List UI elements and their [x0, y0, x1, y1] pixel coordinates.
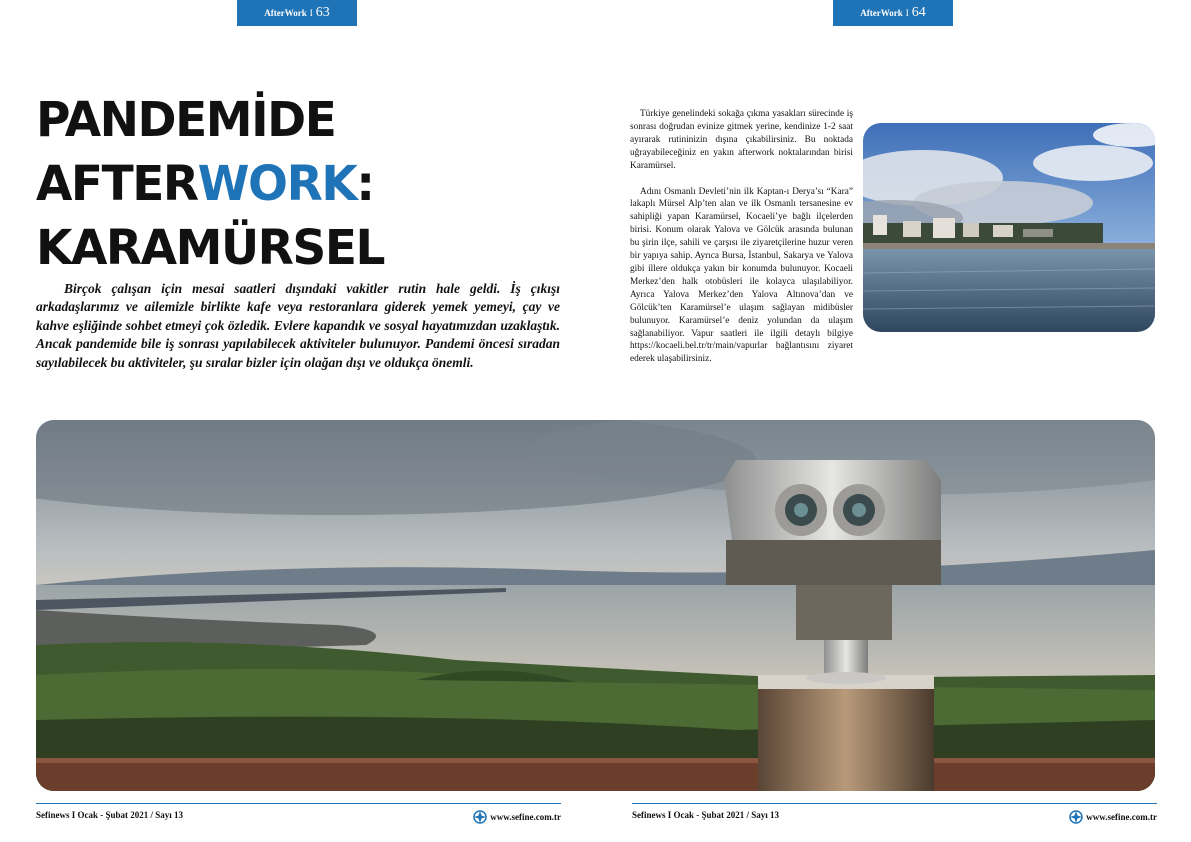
- body-paragraph: Adını Osmanlı Devleti’nin ilk Kaptan-ı Derya’sı “Kara” lakaplı Mürsel Alp’ten alan ve ilk Osmanlı tersanesine ev sahipliği yapan Karamürsel, Kocaeli’ye bağlı ilçelerden birisi. Konum olarak Yalova ve Gölcük arasında bulunan bu şirin ilçe, sahili ve çarşısı ile ziyaretçilerine huzur veren bir yapıya sahip. Ayrıca Bursa, İstanbul, Sakarya ve Yalova gibi illere oldukça yakın bir konumda bulunuyor. Kocaeli Merkez’den halk otobüsleri ile kolayca ulaşılabiliyor. Ayrıca Yalova Merkez’den Yalova Altınova’dan ve Gölcük’ten Karamürsel’e ulaşım sağlayan midibüsler bulunuyor. Karamürsel’e deniz yolundan da ulaşım sağlanabiliyor. Vapur saatleri ile ilgili detaylı bilgiye https://kocaeli.bel.tr/tr/main/vapurlar bağlantısını ziyaret ederek ulaşabilirsiniz.: [630, 186, 853, 365]
- title-highlight: WORK: [197, 156, 357, 212]
- footer-separator: I: [667, 810, 672, 820]
- footer-website-block: [473, 810, 561, 824]
- footer-website-block: [1069, 810, 1157, 824]
- footer-website[interactable]: www.sefine.com.tr: [490, 812, 561, 822]
- footer-rule: [632, 803, 1157, 804]
- sefine-logo-icon: [473, 810, 487, 824]
- sefine-logo-icon: [1069, 810, 1083, 824]
- footer-rule: [36, 803, 561, 804]
- page-footer-right: [632, 800, 1157, 830]
- article-body: [630, 108, 853, 379]
- header-separator: I: [309, 8, 313, 18]
- coastline-photo: [863, 123, 1155, 332]
- page-header-tab-right: [833, 0, 953, 26]
- page-footer-left: [36, 800, 561, 830]
- footer-publication-info: [36, 810, 183, 820]
- header-section-label: AfterWork: [860, 8, 903, 18]
- article-title: [36, 88, 585, 280]
- footer-publication-info: [632, 810, 779, 820]
- footer-website[interactable]: www.sefine.com.tr: [1086, 812, 1157, 822]
- footer-issue: Ocak - Şubat 2021 / Sayı 13: [673, 810, 780, 820]
- title-colon: :: [356, 156, 374, 212]
- header-section-label: AfterWork: [264, 8, 307, 18]
- header-separator: I: [905, 8, 909, 18]
- footer-issue: Ocak - Şubat 2021 / Sayı 13: [77, 810, 184, 820]
- footer-publication: Sefinews: [632, 810, 666, 820]
- gulf-panorama-photo: [36, 420, 1155, 791]
- footer-publication: Sefinews: [36, 810, 70, 820]
- page-number: 64: [911, 5, 926, 20]
- body-paragraph: Türkiye genelindeki sokağa çıkma yasakları sürecinde iş sonrası doğrudan evinize gitmek yerine, kendinize 1-2 saat ayırarak rutininizin dışına çıkabilirsiniz. Bu noktada uğrayabileceğiniz en yakın afterwork noktalarından birisi Karamürsel.: [630, 109, 853, 171]
- title-part-1: PANDEMİDE AFTER: [36, 92, 336, 212]
- footer-separator: I: [71, 810, 76, 820]
- page-number: 63: [315, 5, 330, 20]
- page-header-tab-left: [237, 0, 357, 26]
- title-line-2: KARAMÜRSEL: [36, 220, 385, 276]
- article-intro: Birçok çalışan için mesai saatleri dışındaki vakitler rutin hale geldi. İş çıkışı arkadaşlarımız ve ailemizle birlikte kafe veya restoranlara giderek yemek yemeyi, çay ve kahve eşliğinde sohbet etmeyi çok özledik. Evlere kapandık ve sosyal hayatımızdan uzaklaştık. Ancak pandemide bile iş sonrası yapılabilecek aktiviteler bulunuyor. Pandemi öncesi sıradan sayılabilecek bu aktiviteler, şu sıralar bizler için olağan dışı ve oldukça önemli.: [36, 281, 560, 370]
